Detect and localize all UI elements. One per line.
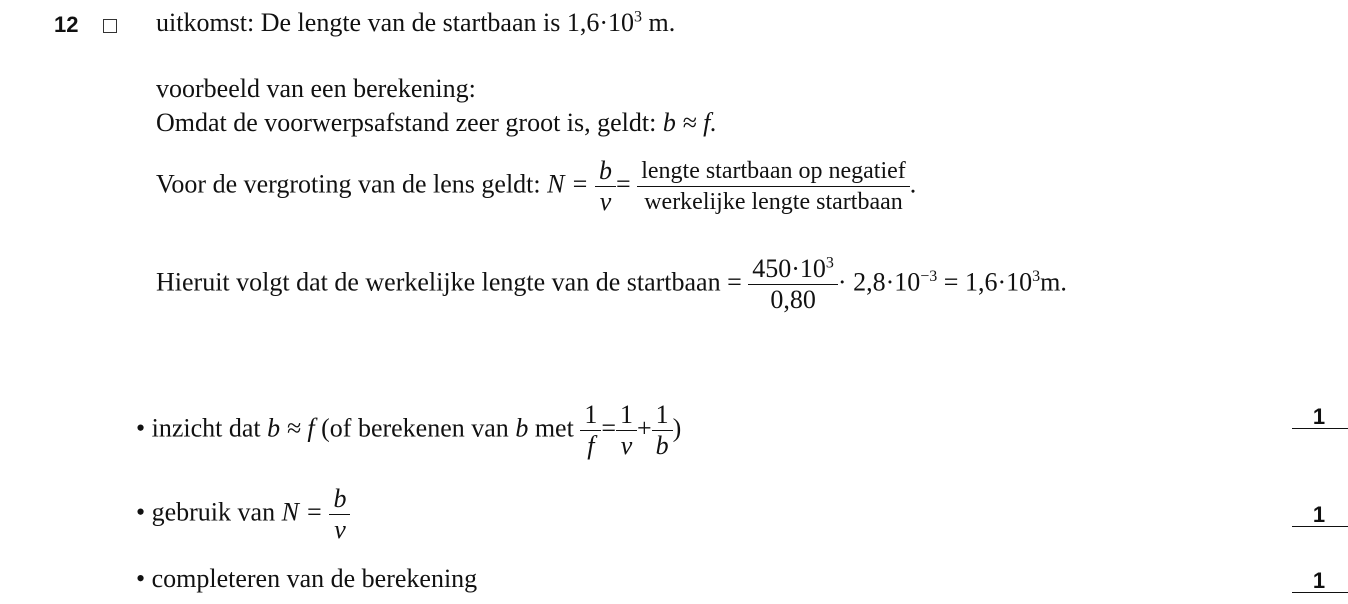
bullet: • <box>136 413 146 443</box>
criterion-2 <box>136 484 350 545</box>
score-underline <box>1292 428 1348 429</box>
score-2: 1 <box>1312 502 1326 527</box>
line2-eq: = <box>616 169 631 199</box>
fraction-denominator: v <box>620 431 633 460</box>
criterion-N: N = <box>281 497 323 527</box>
line3-mult: · 2,8·10 <box>837 267 921 297</box>
example-line-1 <box>156 108 717 138</box>
close-paren: ) <box>672 413 682 443</box>
uitkomst-text: uitkomst: De lengte van de startbaan is 1,6·10 <box>156 8 635 37</box>
criterion-text: (of berekenen van <box>314 413 516 443</box>
criterion-text: met <box>528 413 581 443</box>
fraction-denominator: b <box>655 431 669 460</box>
numerator-exponent: 3 <box>825 254 834 272</box>
criterion-var: b <box>515 413 529 443</box>
fraction-denominator: werkelijke lengte startbaan <box>644 189 903 215</box>
line3-text: Hieruit volgt dat de werkelijke lengte van de startbaan = <box>156 267 749 297</box>
example-heading: voorbeeld van een berekening: <box>156 74 476 103</box>
criterion-text: inzicht dat <box>151 413 268 443</box>
fraction-450-over-080 <box>748 254 838 315</box>
criterion-3 <box>136 564 477 594</box>
criterion-formula: b ≈ f <box>267 413 315 443</box>
line2-text: Voor de vergroting van de lens geldt: <box>156 169 548 199</box>
line3-result-exponent: 3 <box>1032 267 1041 285</box>
numerator-value: 450·10 <box>752 254 826 283</box>
fraction-numerator: 1 <box>655 400 669 429</box>
fraction-1-over-f <box>580 400 601 461</box>
fraction-numerator: 1 <box>619 400 633 429</box>
line2-end: . <box>909 169 917 199</box>
fraction-lengths <box>637 156 910 217</box>
uitkomst-line <box>156 8 675 38</box>
fraction-denominator: v <box>599 187 612 216</box>
score-underline <box>1292 526 1348 527</box>
fraction-denominator: 0,80 <box>770 285 816 314</box>
example-line-3 <box>156 254 1067 315</box>
example-line-2 <box>156 156 916 217</box>
score-3: 1 <box>1312 568 1326 593</box>
fraction-numerator <box>748 254 838 284</box>
fraction-1-over-v <box>616 400 637 461</box>
criterion-1 <box>136 400 681 461</box>
score-1: 1 <box>1312 404 1326 429</box>
criterion-text: completeren van de berekening <box>151 564 478 593</box>
line1-text: Omdat de voorwerpsafstand zeer groot is, geldt: <box>156 108 663 137</box>
fraction-numerator: b <box>599 156 613 185</box>
question-number: 12 <box>54 12 79 37</box>
fraction-denominator: v <box>334 515 346 544</box>
uitkomst-unit: m. <box>642 8 676 37</box>
line3-mult-exponent: −3 <box>920 267 938 285</box>
criterion-text: gebruik van <box>151 497 282 527</box>
plus-sign: + <box>636 413 652 443</box>
uitkomst-exponent: 3 <box>634 8 643 26</box>
fraction-numerator: lengte startbaan op negatief <box>641 158 906 184</box>
line1-formula: b ≈ f. <box>662 108 717 137</box>
fraction-b-over-v <box>595 156 616 217</box>
score-underline <box>1292 592 1348 593</box>
fraction-numerator: 1 <box>584 400 598 429</box>
line3-result: = 1,6·10 <box>937 267 1033 297</box>
bullet: • <box>136 564 146 593</box>
line2-N: N = <box>547 169 589 199</box>
equals-sign: = <box>601 413 616 443</box>
bullet: • <box>136 497 146 527</box>
line3-unit: m. <box>1040 267 1067 297</box>
fraction-1-over-b <box>652 400 673 461</box>
question-checkbox[interactable] <box>103 19 117 33</box>
fraction-denominator: f <box>587 431 595 460</box>
fraction-b-over-v <box>329 484 350 545</box>
fraction-numerator: b <box>333 484 347 513</box>
